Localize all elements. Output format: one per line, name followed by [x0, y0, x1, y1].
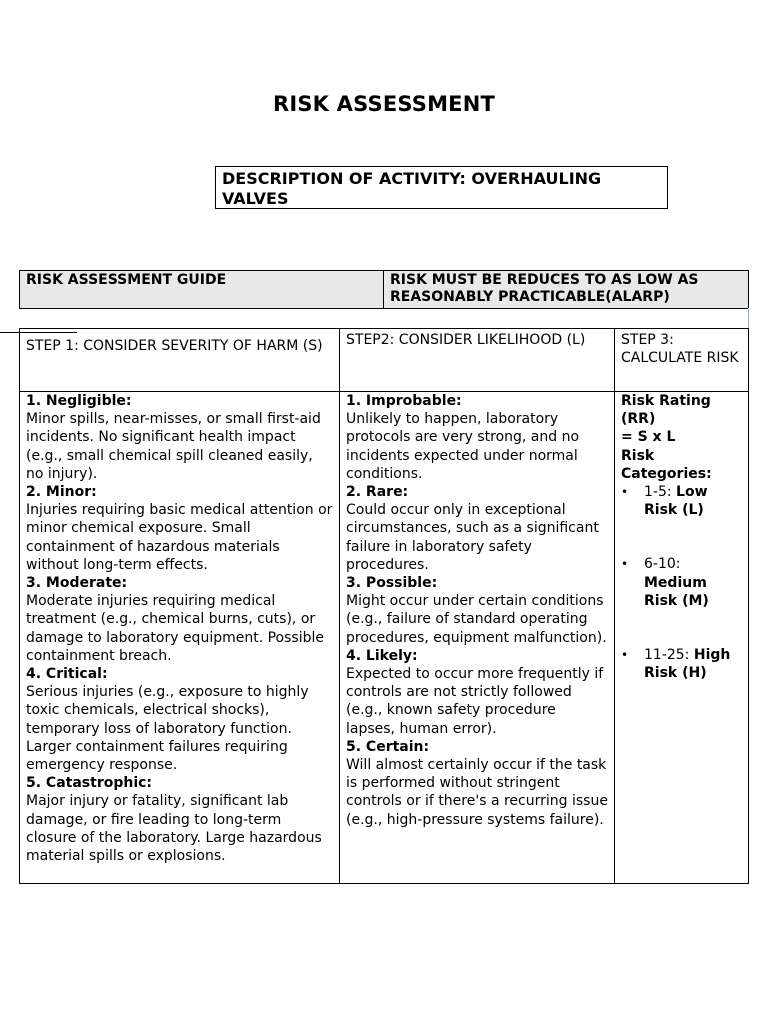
likelihood-label: 4. Likely:	[346, 647, 418, 664]
category-name: Medium Risk (M)	[644, 574, 709, 609]
severity-item	[26, 392, 333, 483]
guide-heading: RISK ASSESSMENT GUIDE	[20, 271, 384, 309]
activity-description: DESCRIPTION OF ACTIVITY: OVERHAULING VALVES	[215, 166, 668, 209]
likelihood-item	[346, 483, 608, 574]
likelihood-item	[346, 647, 608, 738]
spacer	[643, 610, 742, 646]
alarp-notice: RISK MUST BE REDUCES TO AS LOW AS REASONABLY PRACTICABLE(ALARP)	[384, 271, 749, 309]
risk-rating-label: Risk Rating	[621, 393, 711, 409]
likelihood-text: Could occur only in exceptional circumstances, such as a significant failure in laboratory safety procedures.	[346, 502, 599, 573]
category-name: High Risk (H)	[644, 647, 731, 682]
severity-text: Minor spills, near-misses, or small first-aid incidents. No significant health impact (e.g., small chemical spill cleaned easily, no injury).	[26, 411, 321, 482]
severity-item	[26, 665, 333, 774]
severity-label: 5. Catastrophic:	[26, 775, 153, 792]
risk-rating-abbr: (RR)	[621, 411, 656, 428]
likelihood-label: 1. Improbable:	[346, 393, 462, 409]
severity-item	[26, 774, 333, 865]
likelihood-text: Will almost certainly occur if the task is performed without stringent controls or if there's a recurring issue (e.g., high-pressure systems failure).	[346, 757, 608, 828]
risk-formula: = S x L	[621, 429, 676, 446]
severity-text: Injuries requiring basic medical attention or minor chemical exposure. Small containment of hazardous materials without long-term effects.	[26, 502, 333, 573]
likelihood-item	[346, 574, 608, 647]
category-name: Low Risk (L)	[644, 484, 708, 519]
likelihood-item	[346, 738, 608, 829]
guide-table	[19, 270, 749, 309]
likelihood-label: 5. Certain:	[346, 738, 430, 755]
severity-label: 4. Critical:	[26, 666, 108, 683]
severity-text: Major injury or fatality, significant lab damage, or fire leading to long-term closure of the laboratory. Large hazardous material spills or explosions.	[26, 793, 322, 865]
severity-label: 2. Minor:	[26, 484, 97, 501]
likelihood-text: Unlikely to happen, laboratory protocols are very strong, and no incidents expected under normal conditions.	[346, 411, 580, 482]
divider-tick	[748, 308, 749, 328]
risk-categories-label: Risk Categories:	[621, 447, 712, 482]
spacer	[643, 519, 742, 555]
severity-text: Moderate injuries requiring medical treatment (e.g., chemical burns, cuts), or damage to laboratory equipment. Possible containment breach.	[26, 593, 324, 664]
risk-calc-cell	[615, 392, 749, 884]
step3-header: STEP 3: CALCULATE RISK	[615, 329, 749, 392]
step2-header: STEP2: CONSIDER LIKELIHOOD (L)	[340, 329, 615, 392]
likelihood-item	[346, 392, 608, 483]
risk-category-low	[643, 483, 742, 519]
category-range: 11-25:	[644, 647, 694, 664]
likelihood-cell	[340, 392, 615, 884]
severity-text: Serious injuries (e.g., exposure to highly toxic chemicals, electrical shocks), temporary loss of laboratory function. Larger containment failures requiring emergency response.	[26, 684, 309, 774]
severity-label: 3. Moderate:	[26, 575, 128, 592]
likelihood-label: 2. Rare:	[346, 484, 409, 501]
risk-categories-list	[621, 483, 742, 682]
severity-cell	[20, 392, 340, 884]
severity-item	[26, 483, 333, 574]
severity-label: 1. Negligible:	[26, 393, 132, 409]
risk-matrix-table	[19, 328, 749, 884]
step1-header: STEP 1: CONSIDER SEVERITY OF HARM (S)	[20, 329, 340, 392]
likelihood-text: Might occur under certain conditions (e.g., failure of standard operating procedures, equipment malfunction).	[346, 593, 607, 646]
severity-item	[26, 574, 333, 665]
category-range: 6-10:	[644, 556, 681, 573]
risk-category-medium	[643, 555, 742, 610]
category-range: 1-5:	[644, 484, 677, 501]
likelihood-label: 3. Possible:	[346, 575, 438, 592]
likelihood-text: Expected to occur more frequently if controls are not strictly followed (e.g., known safety procedure lapses, human error).	[346, 666, 604, 737]
risk-category-high	[643, 646, 742, 682]
page-title: RISK ASSESSMENT	[272, 92, 496, 116]
